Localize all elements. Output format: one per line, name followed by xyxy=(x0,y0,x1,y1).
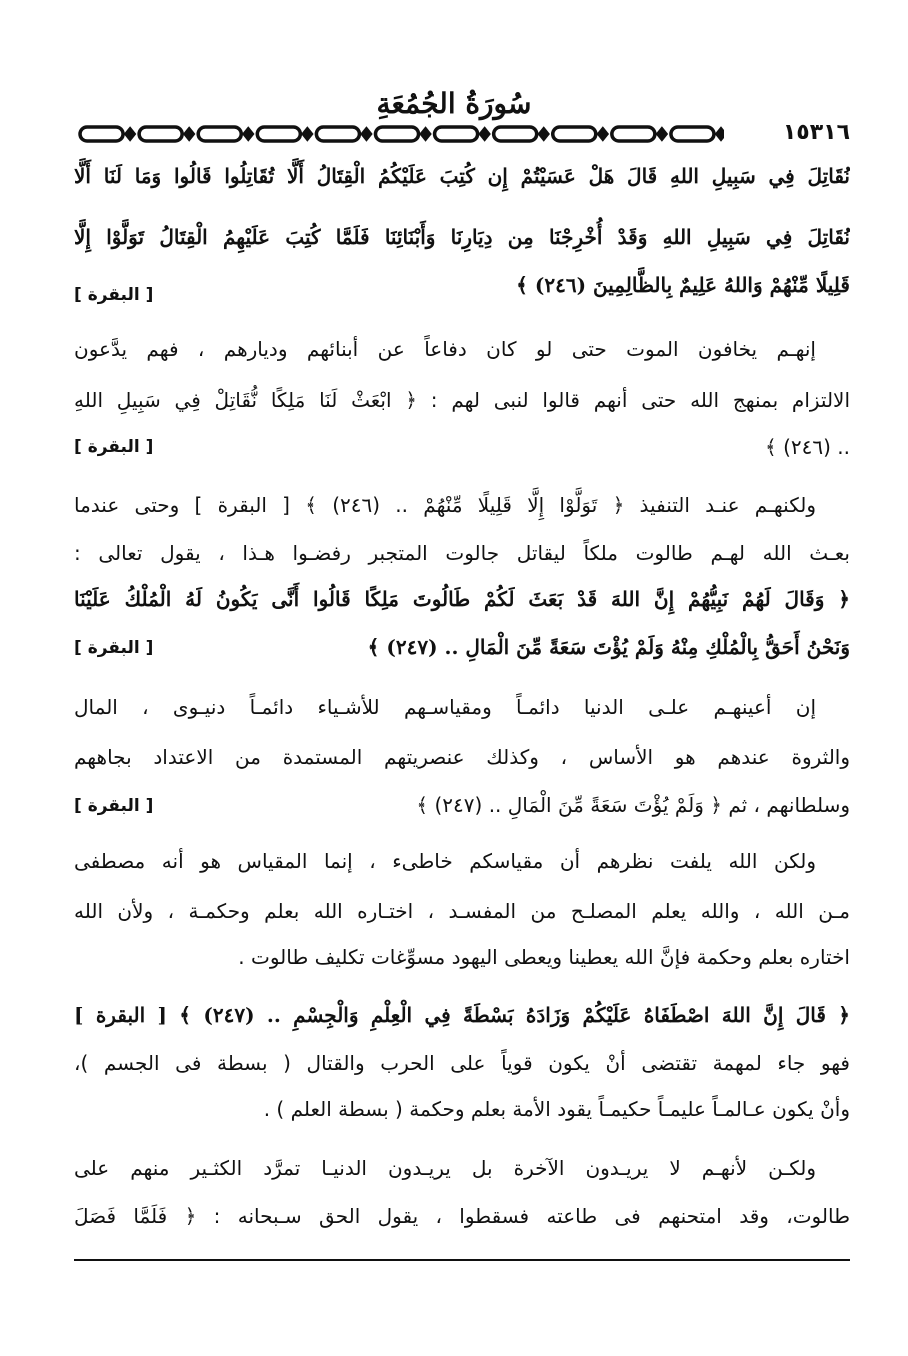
text-line: ولكن الله يلفت نظرهم أن مقياسكم خاطىء ، إنما المقياس هو أنه مصطفى xyxy=(74,849,816,873)
quran-verse-line: نُقَاتِلَ فِي سَبِيلِ اللهِ قَالَ هَلْ عَسَيْتُمْ إِن كُتِبَ عَلَيْكُمُ الْقِتَالُ أَلَّا تُقَاتِلُوا قَالُوا وَمَا لَنَا أَلَّا xyxy=(74,164,850,188)
quran-verse-line: ﴿ قَالَ إِنَّ اللهَ اصْطَفَاهُ عَلَيْكُمْ وَزَادَهُ بَسْطَةً فِي الْعِلْمِ وَالْجِسْمِ .. (٢٤٧) ﴾ [ البقرة ] xyxy=(74,1003,850,1027)
chain-diamond xyxy=(185,129,193,139)
chain-link xyxy=(198,127,241,141)
surah-title: سُورَةُ الجُمُعَةِ xyxy=(376,87,532,120)
chain-link xyxy=(80,127,123,141)
quran-verse-line: وَنَحْنُ أَحَقُّ بِالْمُلْكِ مِنْهُ وَلَمْ يُؤْتَ سَعَةً مِّنَ الْمَالِ .. (٢٤٧) ﴾ xyxy=(367,635,850,659)
chain-diamond xyxy=(658,129,666,139)
chain-diamond xyxy=(422,129,430,139)
text-line: ولكـن لأنهـم لا يريـدون الآخرة بل يريـدون الدنيـا تمرَّد الكثـير منهم على xyxy=(74,1156,816,1180)
source-tag: [ البقرة ] xyxy=(74,638,154,658)
decorative-border xyxy=(74,122,724,146)
chain-link xyxy=(375,127,418,141)
chain-diamond xyxy=(126,129,134,139)
text-line: فهو جاء لمهمة تقتضى أنْ يكون قوياً على الحرب والقتال ( بسطة فى الجسم )، xyxy=(74,1051,850,1075)
text-line: طالوت، وقد امتحنهم فى طاعته فسقطوا ، يقول الحق سـبحانه : ﴿ فَلَمَّا فَصَلَ xyxy=(74,1204,850,1228)
chain-diamond xyxy=(244,129,252,139)
chain-diamond xyxy=(362,129,370,139)
text-line: اختاره بعلم وحكمة فإنَّ الله يعطينا ويعطى اليهود مسوِّغات تكليف طالوت . xyxy=(238,945,850,969)
chain-diamond xyxy=(599,129,607,139)
chain-link xyxy=(671,127,714,141)
chain-diamond xyxy=(540,129,548,139)
text-line: وسلطانهم ، ثم ﴿ وَلَمْ يُؤْتَ سَعَةً مِّنَ الْمَالِ .. (٢٤٧) ﴾ xyxy=(416,793,850,817)
chain-link xyxy=(494,127,537,141)
chain-link xyxy=(553,127,596,141)
text-line: إن أعينهـم علـى الدنيا دائمـاً ومقياسـهم للأشـياء دائمـاً دنيـوى ، المال xyxy=(74,695,816,719)
source-tag: [ البقرة ] xyxy=(74,796,154,816)
chain-link xyxy=(139,127,182,141)
text-line: مـن الله ، والله يعلم المصلـح من المفسـد ، اختـاره الله بعلم وحكمـة ، ولأن الله xyxy=(74,899,850,923)
chain-diamond xyxy=(303,129,311,139)
quran-verse-line: قَلِيلًا مِّنْهُمْ وَاللهُ عَلِيمٌ بِالظَّالِمِينَ (٢٤٦) ﴾ xyxy=(516,273,850,297)
text-line: والثروة عندهم هو الأساس ، وكذلك عنصريتهم المستمدة من الاعتداد بجاههم xyxy=(74,745,850,769)
source-tag: [ البقرة ] xyxy=(74,285,154,305)
footer-rule xyxy=(74,1259,850,1261)
chain-diamond xyxy=(717,129,724,139)
text-line: ولكنهـم عنـد التنفيذ ﴿ تَوَلَّوْا إِلَّا قَلِيلًا مِّنْهُمْ .. (٢٤٦) ﴾ [ البقرة ] وحتى عندما xyxy=(74,493,816,517)
source-tag: [ البقرة ] xyxy=(74,437,154,457)
quran-verse-line: نُقَاتِلَ فِي سَبِيلِ اللهِ وَقَدْ أُخْرِجْنَا مِن دِيَارِنَا وَأَبْنَائِنَا فَلَمَّا كُتِبَ عَلَيْهِمُ الْقِتَالُ تَوَلَّوْا إِلَّا xyxy=(74,225,850,249)
text-line: بعـث الله لهـم طالوت ملكاً ليقاتل جالوت المتجبر رفضـوا هـذا ، يقول تعالى : xyxy=(74,541,850,565)
chain-diamond xyxy=(481,129,489,139)
chain-link xyxy=(316,127,359,141)
text-line: .. (٢٤٦) ﴾ xyxy=(765,435,850,459)
text-line: إنهـم يخافون الموت حتى لو كان دفاعاً عن أبنائهم وديارهم ، فهم يدَّعون xyxy=(74,337,816,361)
page-number: ١٥٣١٦ xyxy=(782,120,850,145)
chain-link xyxy=(612,127,655,141)
text-line: الالتزام بمنهج الله حتى أنهم قالوا لنبى لهم : ﴿ ابْعَثْ لَنَا مَلِكًا نُّقَاتِلْ فِي سَبِيلِ اللهِ xyxy=(74,388,850,412)
text-line: وأنْ يكون عـالمـاً عليمـاً حكيمـاً يقود الأمة بعلم وحكمة ( بسطة العلم ) . xyxy=(263,1097,850,1121)
chain-link xyxy=(435,127,478,141)
quran-verse-line: ﴿ وَقَالَ لَهُمْ نَبِيُّهُمْ إِنَّ اللهَ قَدْ بَعَثَ لَكُمْ طَالُوتَ مَلِكًا قَالُوا أَنَّى يَكُونُ لَهُ الْمُلْكُ عَلَيْنَا xyxy=(74,587,850,611)
chain-link xyxy=(257,127,300,141)
